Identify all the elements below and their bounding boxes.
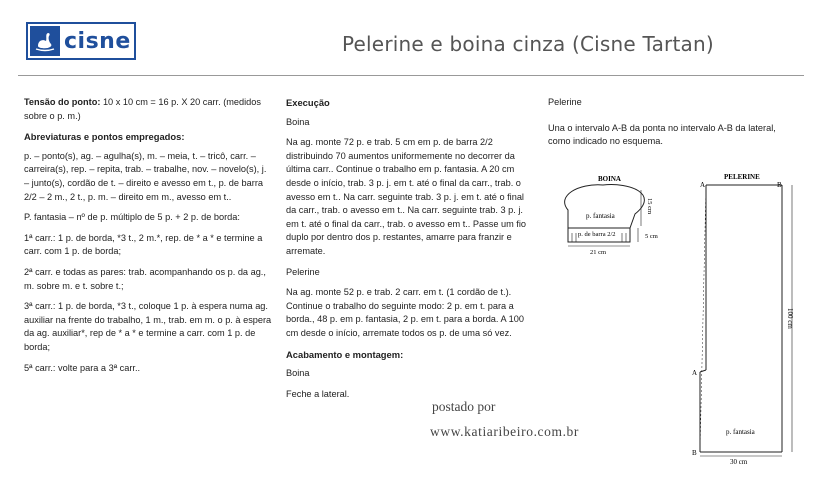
row-1-instructions: 1ª carr.: 1 p. de borda, *3 t., 2 m.*, rep. de * a * e termine a carr. com 1 p. de borda; (24, 232, 263, 257)
beret-height-label: 15 cm (646, 198, 653, 215)
pelerine-assembly-heading: Pelerine (548, 97, 582, 107)
row-3-instructions: 3ª carr.: 1 p. de borda, *3 t., coloque 1 p. à espera numa ag. auxiliar na frente do trabalho, 1 m., trab. em m. o p. à espera da ag. auxiliar*, rep de * a * e termine a carr. com 1 p. de borda; (24, 301, 272, 352)
pelerine-schematic (692, 173, 794, 466)
beret-finish-text: Feche a lateral. (286, 388, 350, 399)
beret-schematic (565, 175, 658, 256)
point-b-bottom: B (692, 449, 697, 457)
pelerine-length-label: 100 cm (786, 308, 794, 329)
posted-by-text: postado por (432, 399, 496, 414)
beret-shape (565, 185, 645, 228)
pelerine-width-label: 30 cm (730, 458, 748, 466)
abbreviations-heading: Abreviaturas e pontos empregados: (24, 131, 185, 143)
logo-wordmark: cisne (64, 28, 131, 54)
fantasia-stitch-intro: P. fantasia – nº de p. múltiplo de 5 p. + 2 p. de borda: (24, 212, 240, 223)
beret-band-height-label: 5 cm (645, 233, 658, 240)
abbreviations-text: p. – ponto(s), ag. – agulha(s), m. – meia, t. – tricô, carr. – carreira(s), rep. – repita, trab. – trabalhe, nov. – novelo(s), j. – junto(s), cordão de t. – direito e avesso em t., p. de barra 2/2 – 2 m., 2 t., p. m. – direito em m., avesso em t.. (24, 150, 267, 202)
blog-url[interactable]: www.katiaribeiro.com.br (430, 424, 580, 439)
beret-band-label: p. de barra 2/2 (578, 231, 616, 238)
row-2-instructions: 2ª carr. e todas as pares: trab. acompanhando os p. da ag., m. sobre m. e t. sobre t.; (24, 266, 266, 291)
beret-finish-subheading: Boina (286, 368, 310, 379)
point-a-side: A (692, 369, 698, 377)
pelerine-fantasia-label: p. fantasia (726, 428, 755, 436)
pelerine-instructions: Na ag. monte 52 p. e trab. 2 carr. em t. (1 cordão de t.). Continue o trabalho do seguinte modo: 2 p. em t. para a borda., 48 p. em p. fantasia, 2 p. em t. para a borda. A 100 cm desde o início, arremate todos os p. de uma só vez. (286, 287, 525, 338)
pelerine-subheading: Pelerine (286, 266, 320, 277)
execution-heading: Execução (286, 97, 330, 108)
row-5-instructions: 5ª carr.: volte para a 3ª carr.. (24, 362, 141, 373)
pelerine-assembly-text: Una o intervalo A-B da ponta no intervalo A-B da lateral, como indicado no esquema. (548, 122, 776, 147)
tension-text: 10 x 10 cm = 16 p. X 20 carr. (medidos sobre o p. m.) (24, 97, 261, 121)
finishing-heading: Acabamento e montagem: (286, 348, 404, 360)
beret-instructions: Na ag. monte 72 p. e trab. 5 cm em p. de barra 2/2 distribuindo 70 aumentos uniformemente no decorrer da última carr.. Continue o trabalho em p. fantasia. A 20 cm desde o início, trab. 3 p. j. em t. até o final da carr., trab. o avesso em t.. Na carr. seguinte trab. 3 p. j. em t. até o final da carr., trab. o avesso em t.. Na carr. seguinte trab. 3 p. j. em t. até o final da carr., trab. o avesso em t.. Passe um fio duplo por dentro dos p. restantes, amarre para franzir e arremate. (286, 137, 527, 256)
pelerine-label: PELERINE (724, 173, 760, 181)
point-a-top: A (700, 181, 706, 189)
page-title: Pelerine e boina cinza (Cisne Tartan) (342, 32, 714, 56)
tension-label: Tensão do ponto: (24, 97, 101, 107)
beret-fantasia-label: p. fantasia (586, 212, 615, 220)
beret-subheading: Boina (286, 116, 310, 127)
point-b-top: B (777, 181, 782, 189)
beret-label: BOINA (598, 175, 621, 183)
beret-width-label: 21 cm (590, 249, 607, 256)
